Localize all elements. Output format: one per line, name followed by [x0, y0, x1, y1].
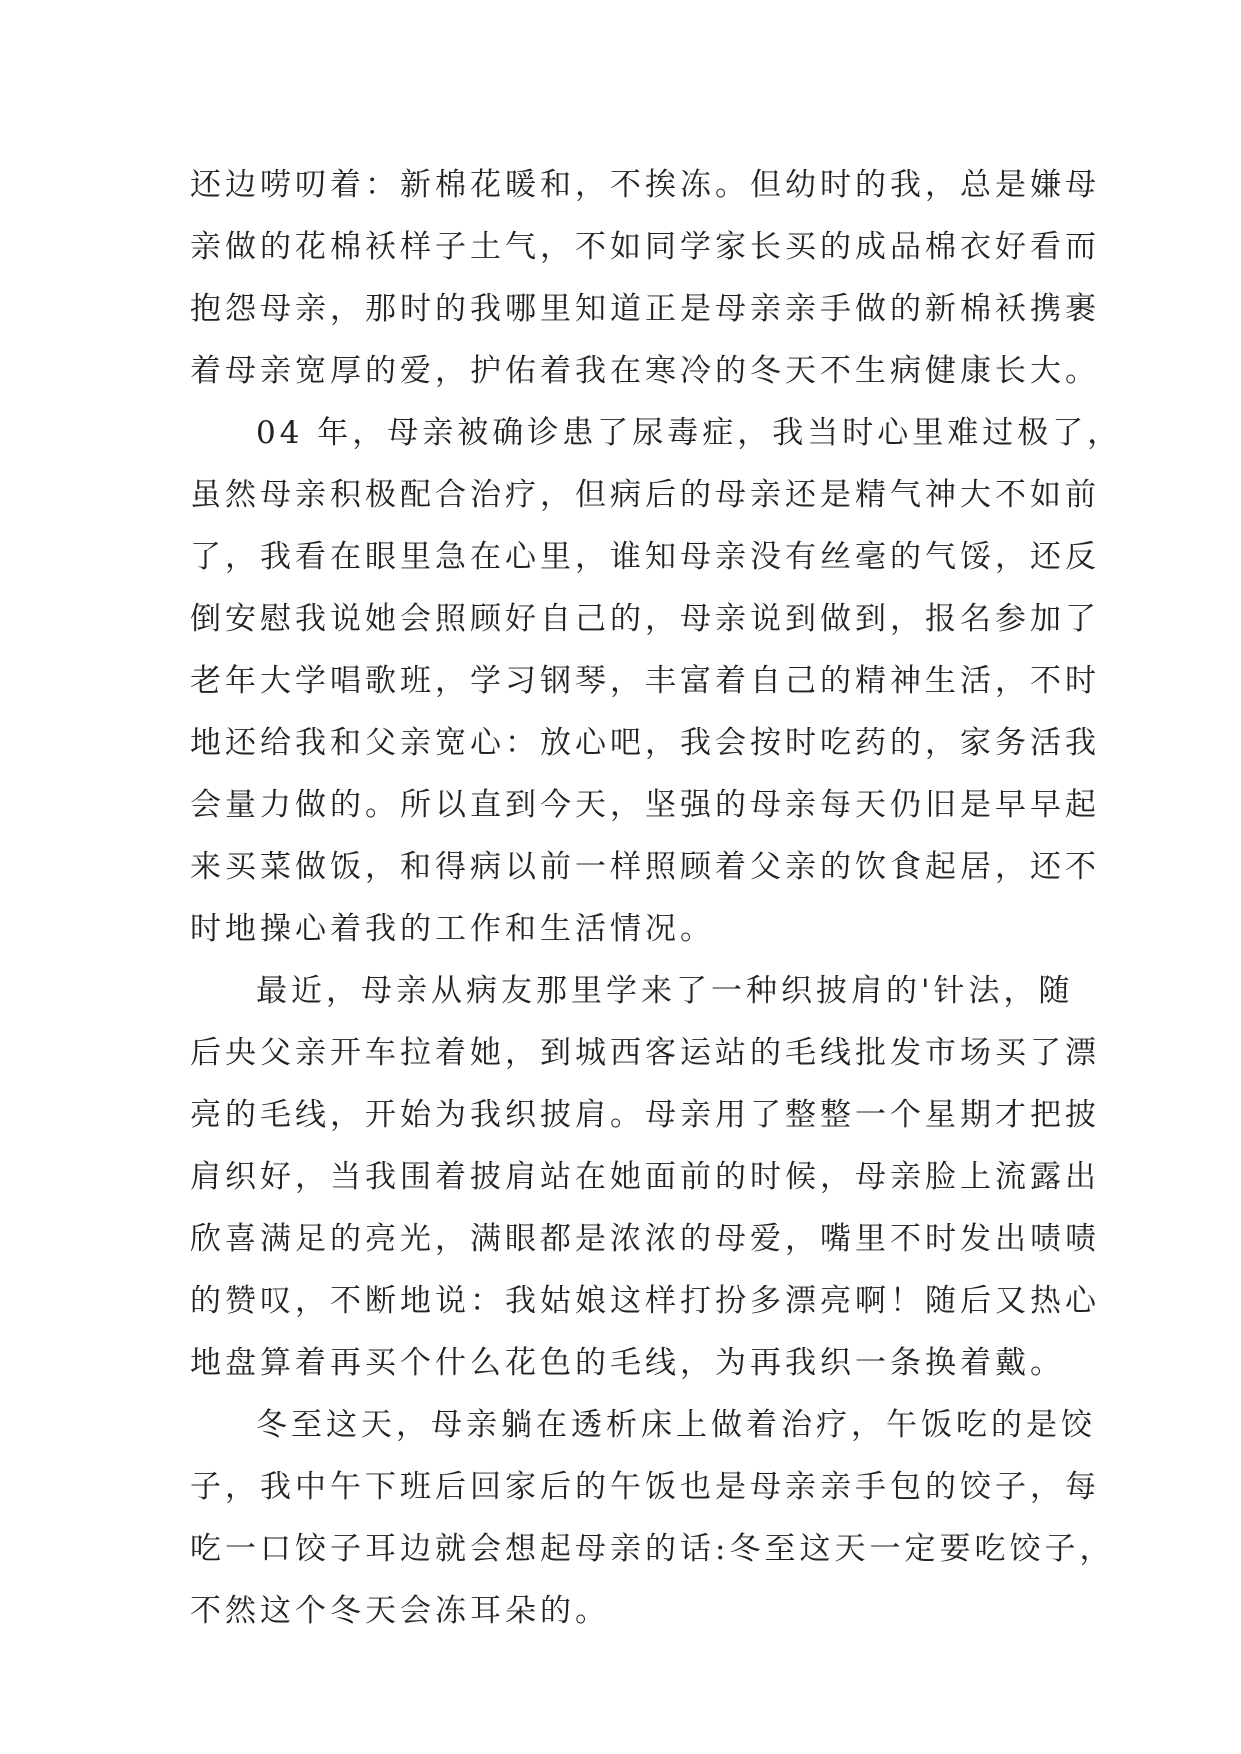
text-line: 地还给我和父亲宽心：放心吧，我会按时吃药的，家务活我: [190, 725, 1100, 761]
paragraph-start-line: 最近，母亲从病友那里学来了一种织披肩的'针法，随: [256, 973, 1074, 1009]
text-line: 子，我中午下班后回家后的午饭也是母亲亲手包的饺子，每: [190, 1469, 1100, 1505]
text-line: 倒安慰我说她会照顾好自己的，母亲说到做到，报名参加了: [190, 601, 1100, 637]
text-line: 还边唠叨着：新棉花暖和，不挨冻。但幼时的我，总是嫌母: [190, 167, 1100, 203]
text-line: 着母亲宽厚的爱，护佑着我在寒冷的冬天不生病健康长大。: [190, 353, 1100, 389]
text-line: 老年大学唱歌班，学习钢琴，丰富着自己的精神生活，不时: [190, 663, 1100, 699]
text-line: 来买菜做饭，和得病以前一样照顾着父亲的饮食起居，还不: [190, 849, 1100, 885]
text-line: 亲做的花棉袄样子土气，不如同学家长买的成品棉衣好看而: [190, 229, 1100, 265]
text-line: 后央父亲开车拉着她，到城西客运站的毛线批发市场买了漂: [190, 1035, 1100, 1071]
text-line: 了，我看在眼里急在心里，谁知母亲没有丝毫的气馁，还反: [190, 539, 1100, 575]
text-line: 吃一口饺子耳边就会想起母亲的话:冬至这天一定要吃饺子，: [190, 1531, 1115, 1567]
paragraph-start-line: 04 年，母亲被确诊患了尿毒症，我当时心里难过极了，: [256, 415, 1123, 451]
paragraph-start-line: 冬至这天，母亲躺在透析床上做着治疗，午饭吃的是饺: [256, 1407, 1096, 1443]
text-line: 时地操心着我的工作和生活情况。: [190, 911, 715, 947]
text-line: 不然这个冬天会冻耳朵的。: [190, 1593, 610, 1629]
text-line: 的赞叹，不断地说：我姑娘这样打扮多漂亮啊！随后又热心: [190, 1283, 1100, 1319]
text-line: 肩织好，当我围着披肩站在她面前的时候，母亲脸上流露出: [190, 1159, 1100, 1195]
text-line: 欣喜满足的亮光，满眼都是浓浓的母爱，嘴里不时发出啧啧: [190, 1221, 1100, 1257]
text-line: 虽然母亲积极配合治疗，但病后的母亲还是精气神大不如前: [190, 477, 1100, 513]
text-line: 抱怨母亲，那时的我哪里知道正是母亲亲手做的新棉袄携裹: [190, 291, 1100, 327]
text-line: 会量力做的。所以直到今天，坚强的母亲每天仍旧是早早起: [190, 787, 1100, 823]
body-text: [190, 154, 1123, 1642]
text-line: 地盘算着再买个什么花色的毛线，为再我织一条换着戴。: [190, 1345, 1065, 1381]
text-line: 亮的毛线，开始为我织披肩。母亲用了整整一个星期才把披: [190, 1097, 1100, 1133]
